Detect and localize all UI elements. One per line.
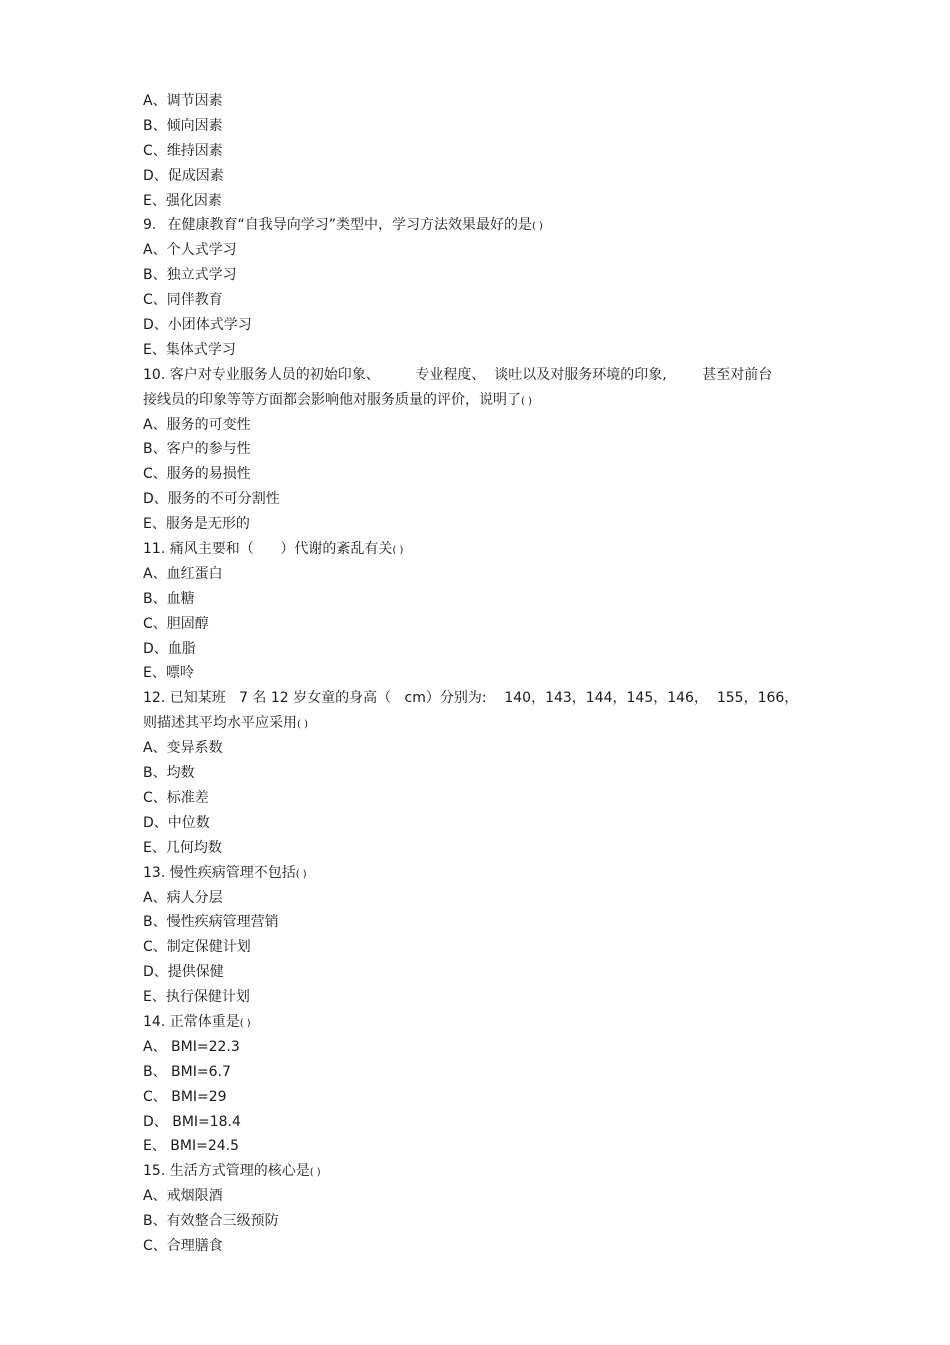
q10-stem-line1 [143, 363, 813, 388]
q13-option-c: C、制定保健计划 [143, 939, 251, 956]
q15-option-a: A、戒烟限酒 [143, 1188, 223, 1205]
q12-answer-blank: ( ) [297, 719, 308, 731]
q13-option-b: B、慢性疾病管理营销 [143, 914, 279, 931]
q10-stem-line2 [143, 388, 813, 413]
q8-option-d: D、促成因素 [143, 167, 224, 184]
q10-option-a: A、服务的可变性 [143, 416, 251, 433]
q15-answer-blank: ( ) [309, 1167, 321, 1179]
q12-text-line1: 已知某班 7 名 12 岁女童的身高（ cm）分别为: 140，143，144，145，146， 155，166， [169, 690, 799, 707]
q12-option-e: E、几何均数 [143, 839, 222, 856]
q15-number: 15. [143, 1163, 166, 1180]
q12-stem-line2 [143, 711, 813, 736]
q13-option-d: D、提供保健 [143, 964, 224, 981]
q9-stem [143, 213, 813, 238]
q12-option-b: B、均数 [143, 765, 195, 782]
q14-option-e: E、 BMI=24.5 [143, 1138, 240, 1155]
q9-option-d: D、小团体式学习 [143, 317, 252, 334]
q13-stem [143, 861, 813, 886]
q11-text: 痛风主要和（ ）代谢的紊乱有关 [169, 541, 393, 558]
q15-option-c: C、合理膳食 [143, 1237, 223, 1254]
q15-option-b: B、有效整合三级预防 [143, 1213, 279, 1230]
q10-text-line2: 接线员的印象等等方面都会影响他对服务质量的评价，说明了 [143, 391, 521, 408]
q10-answer-blank: ( ) [521, 395, 532, 407]
q12-stem-line1 [143, 686, 813, 711]
q9-option-c: C、同伴教育 [143, 292, 223, 309]
q12-option-a: A、变异系数 [143, 740, 223, 757]
q15-text: 生活方式管理的核心是 [169, 1163, 310, 1180]
q13-option-e: E、执行保健计划 [143, 989, 250, 1006]
q9-option-e: E、集体式学习 [143, 341, 236, 358]
q11-option-e: E、嘌呤 [143, 665, 194, 682]
q10-option-e: E、服务是无形的 [143, 516, 250, 533]
q9-number: 9. [143, 217, 157, 234]
q14-answer-blank: ( ) [239, 1017, 251, 1029]
q9-answer-blank: ( ) [531, 221, 543, 233]
q14-number: 14. [143, 1013, 166, 1030]
q11-option-a: A、血红蛋白 [143, 565, 223, 582]
q10-text-line1: 客户对专业服务人员的初始印象、 专业程度、 谈吐以及对服务环境的印象, 甚至对前台 [169, 366, 773, 383]
q14-option-b: B、 BMI=6.7 [143, 1063, 231, 1080]
question-list [143, 89, 813, 1259]
q13-answer-blank: ( ) [295, 868, 307, 880]
q12-option-d: D、中位数 [143, 814, 210, 831]
q8-option-c: C、维持因素 [143, 142, 223, 159]
q14-stem [143, 1010, 813, 1035]
q12-option-c: C、标准差 [143, 789, 209, 806]
q14-text: 正常体重是 [169, 1013, 240, 1030]
q12-text-line2: 则描述其平均水平应采用 [143, 715, 297, 732]
q10-option-b: B、客户的参与性 [143, 441, 251, 458]
q11-answer-blank: ( ) [392, 545, 404, 557]
q15-stem [143, 1159, 813, 1184]
q11-option-d: D、血脂 [143, 640, 196, 657]
q11-option-b: B、血糖 [143, 590, 195, 607]
q13-text: 慢性疾病管理不包括 [169, 864, 296, 881]
q14-option-c: C、 BMI=29 [143, 1088, 227, 1105]
q9-option-b: B、独立式学习 [143, 267, 237, 284]
q8-option-e: E、强化因素 [143, 192, 222, 209]
q11-option-c: C、胆固醇 [143, 615, 209, 632]
q11-stem [143, 537, 813, 562]
q8-option-b: B、倾向因素 [143, 117, 223, 134]
q11-number: 11. [143, 541, 166, 558]
q13-number: 13. [143, 864, 166, 881]
q10-option-d: D、服务的不可分割性 [143, 491, 280, 508]
q10-option-c: C、服务的易损性 [143, 466, 251, 483]
q12-number: 12. [143, 690, 166, 707]
q14-option-a: A、 BMI=22.3 [143, 1038, 240, 1055]
q14-option-d: D、 BMI=18.4 [143, 1113, 241, 1130]
q9-option-a: A、个人式学习 [143, 242, 237, 259]
q8-option-a: A、调节因素 [143, 93, 223, 109]
q10-number: 10. [143, 366, 166, 383]
q13-option-a: A、病人分层 [143, 889, 223, 906]
q9-text: 在健康教育“自我导向学习”类型中，学习方法效果最好的是 [167, 217, 532, 234]
